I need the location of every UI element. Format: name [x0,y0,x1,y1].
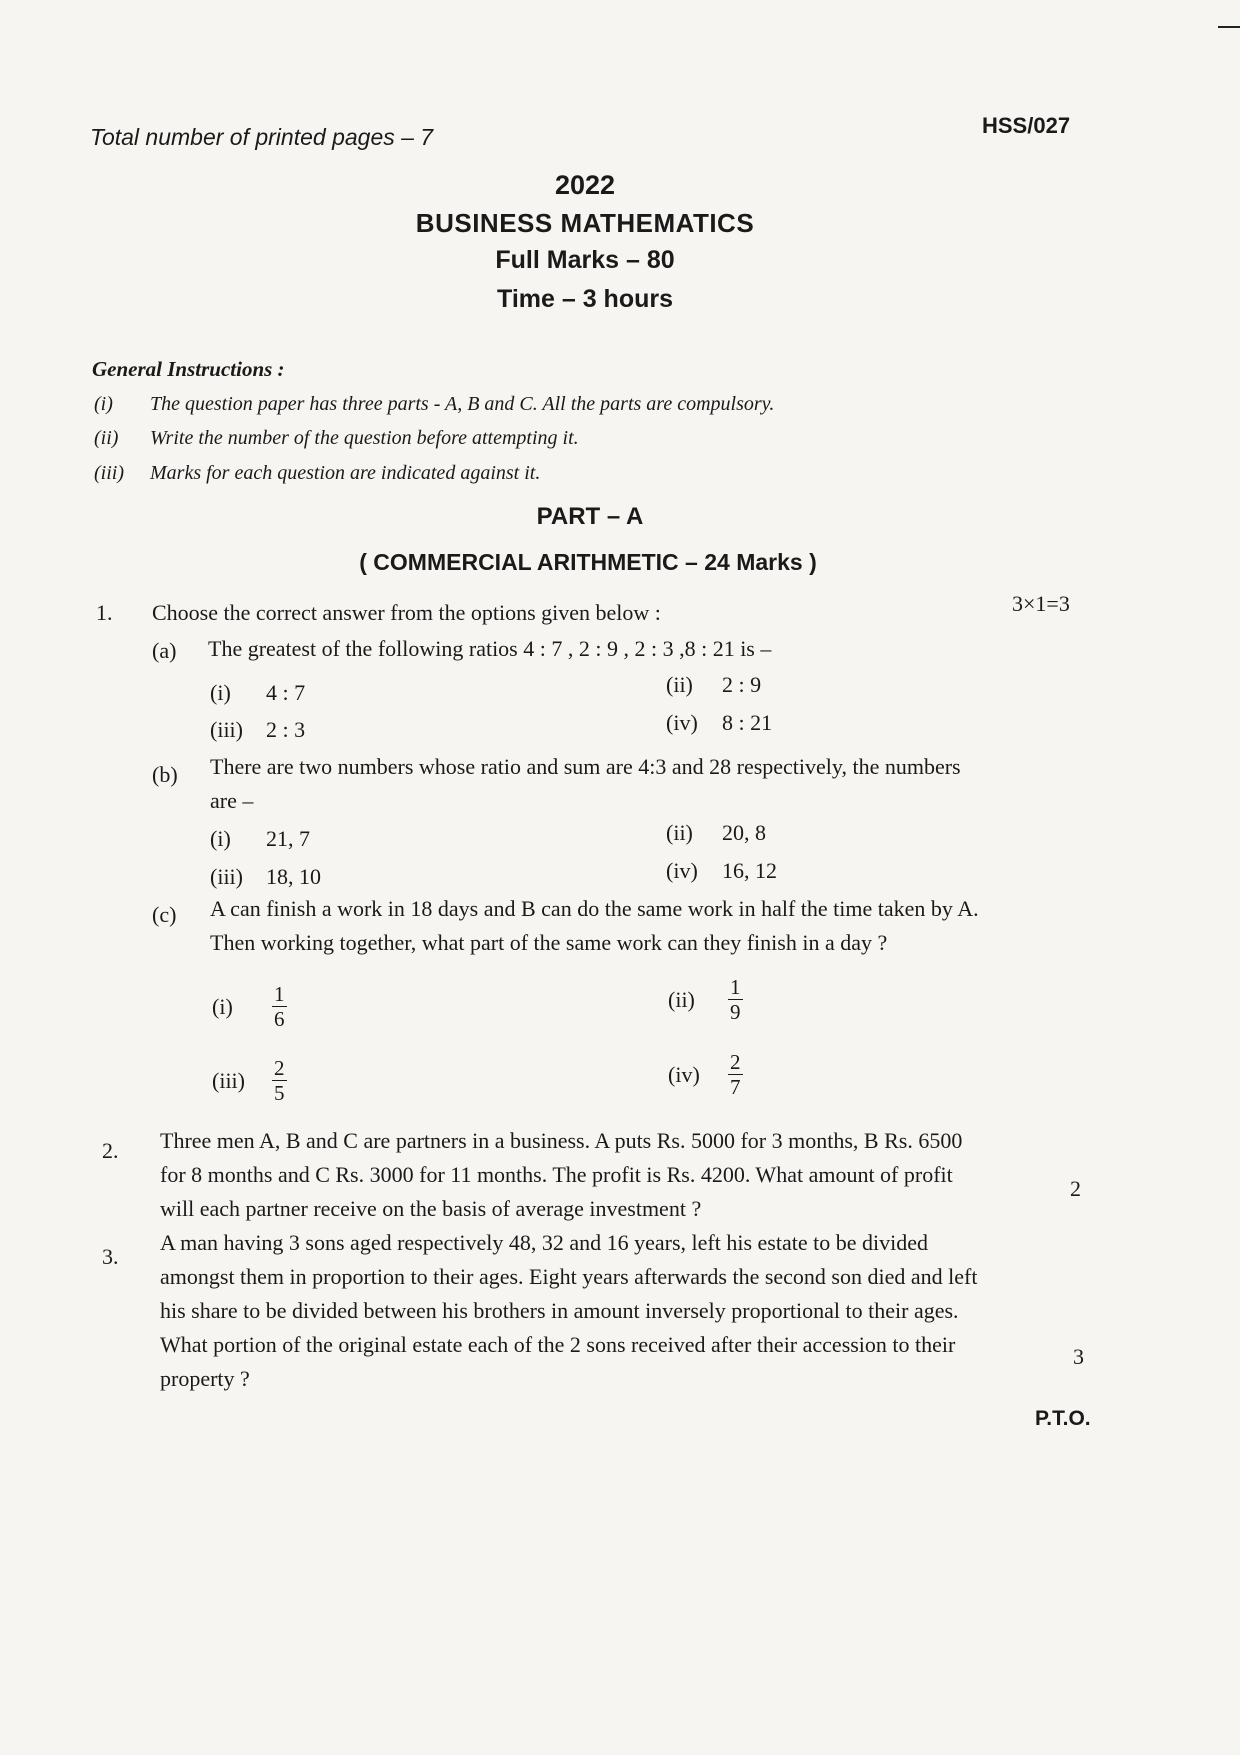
paper-code: HSS/027 [982,113,1071,138]
option-value: 21, 7 [266,826,310,851]
question-text: property ? [160,1366,250,1391]
part-subtitle: ( COMMERCIAL ARITHMETIC – 24 Marks ) [359,549,817,575]
fraction-numerator: 1 [274,982,285,1006]
option-fraction [272,982,287,1031]
question-text: Three men A, B and C are partners in a business. A puts Rs. 5000 for 3 months, B Rs. 6500 [160,1128,963,1153]
fraction-denominator: 7 [730,1075,741,1099]
sub-question-label: (c) [152,902,177,927]
fraction-numerator: 2 [274,1056,285,1080]
sub-question-text: A can finish a work in 18 days and B can do the same work in half the time taken by A. [210,896,979,921]
option-item [212,982,287,1031]
option-item [668,1050,743,1099]
option-item [666,672,761,698]
option-label: (ii) [668,986,695,1012]
option-label: (i) [210,680,231,705]
question-text: his share to be divided between his brothers in amount inversely proportional to their ages. [160,1298,959,1323]
sub-question-text: The greatest of the following ratios 4 : 7 , 2 : 9 , 2 : 3 ,8 : 21 is – [208,636,772,661]
option-fraction [728,975,743,1024]
instructions-heading: General Instructions : [92,357,285,381]
option-label: (iii) [212,1067,245,1093]
option-value: 20, 8 [722,820,766,845]
fraction-denominator: 9 [730,1000,741,1024]
question-text: amongst them in proportion to their ages. Eight years afterwards the second son died and left [160,1264,978,1289]
fraction-denominator: 5 [274,1081,285,1105]
question-number: 3. [102,1244,119,1269]
exam-time: Time – 3 hours [497,285,673,313]
option-item [210,680,305,706]
option-value: 2 : 3 [266,717,306,742]
question-text: What portion of the original estate each of the 2 sons received after their accession to their [160,1332,956,1357]
question-text: for 8 months and C Rs. 3000 for 11 months. The profit is Rs. 4200. What amount of profit [160,1162,953,1187]
option-item [666,858,777,884]
option-item [212,1056,287,1105]
option-item [668,975,743,1024]
option-item [666,820,766,846]
question-marks: 3 [1073,1344,1084,1369]
exam-year: 2022 [554,170,616,200]
option-value: 16, 12 [722,858,777,883]
question-text: A man having 3 sons aged respectively 48, 32 and 16 years, left his estate to be divided [160,1230,928,1255]
please-turn-over: P.T.O. [1035,1407,1091,1430]
option-label: (ii) [666,672,693,697]
question-marks: 3×1=3 [1012,591,1070,616]
instruction-item [94,393,774,416]
option-item [210,826,310,852]
sub-question-label: (a) [152,638,177,663]
instruction-text: Write the number of the question before attempting it. [150,427,579,449]
instruction-number: (ii) [94,427,119,449]
option-fraction [272,1056,287,1105]
instruction-item [94,462,540,485]
fraction-numerator: 2 [730,1050,741,1074]
option-label: (iv) [666,858,698,883]
option-value: 18, 10 [266,864,321,889]
corner-mark [1218,26,1240,28]
instruction-text: Marks for each question are indicated against it. [150,462,541,484]
instruction-text: The question paper has three parts - A, B and C. All the parts are compulsory. [150,393,775,415]
question-number: 1. [96,600,113,625]
question-number: 2. [102,1138,119,1163]
option-label: (i) [210,826,231,851]
option-label: (iv) [666,710,698,735]
option-label: (iii) [210,717,243,742]
option-label: (iv) [668,1061,700,1087]
question-marks: 2 [1070,1176,1081,1201]
option-label: (iii) [210,864,243,889]
question-text: Choose the correct answer from the options given below : [152,600,661,625]
question-text: will each partner receive on the basis of average investment ? [160,1196,702,1221]
sub-question-label: (b) [152,762,178,787]
option-value: 4 : 7 [266,680,306,705]
option-item [666,710,772,736]
option-label: (ii) [666,820,693,845]
subject-title: BUSINESS MATHEMATICS [415,208,755,238]
option-item [210,717,305,743]
sub-question-text: Then working together, what part of the same work can they finish in a day ? [210,930,888,955]
option-value: 2 : 9 [722,672,762,697]
full-marks: Full Marks – 80 [495,246,675,274]
printed-pages-note: Total number of printed pages – 7 [90,124,434,150]
option-label: (i) [212,993,233,1019]
sub-question-text: There are two numbers whose ratio and sum are 4:3 and 28 respectively, the numbers [210,754,961,779]
option-fraction [728,1050,743,1099]
fraction-numerator: 1 [730,975,741,999]
part-title: PART – A [536,503,644,530]
fraction-denominator: 6 [274,1007,285,1031]
option-item [210,864,321,890]
instruction-number: (iii) [94,462,124,484]
option-value: 8 : 21 [722,710,773,735]
instruction-number: (i) [94,393,113,415]
instruction-item [94,427,579,450]
sub-question-text: are – [210,788,254,813]
